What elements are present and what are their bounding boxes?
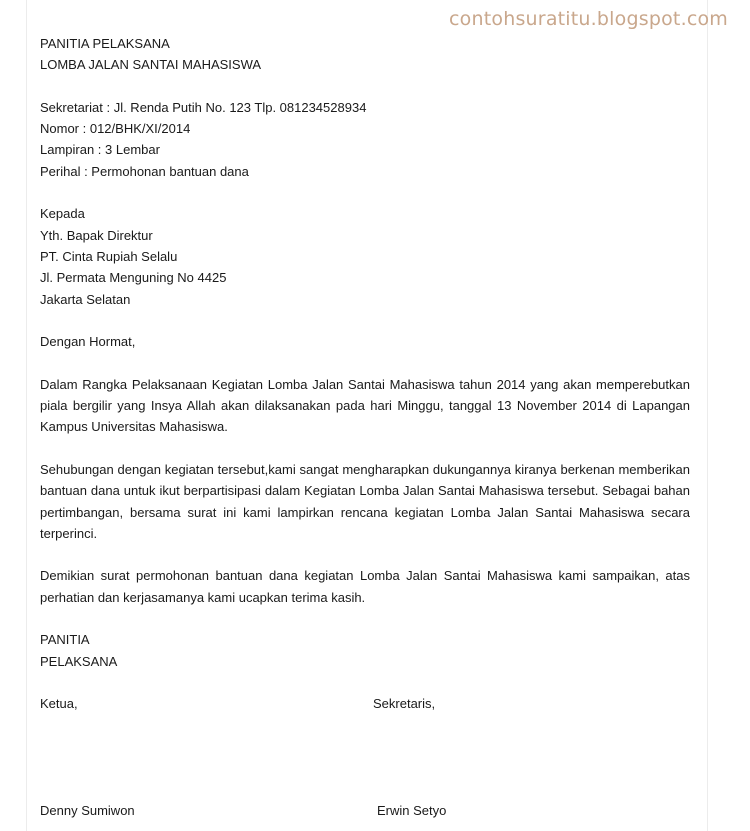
recipient-company: PT. Cinta Rupiah Selalu xyxy=(40,248,178,264)
meta-lampiran: Lampiran : 3 Lembar xyxy=(40,142,160,158)
recipient-city: Jakarta Selatan xyxy=(40,291,131,307)
signature-names xyxy=(40,800,690,821)
signature-role-sekretaris: Sekretaris, xyxy=(373,696,436,712)
closing-line-2: PELAKSANA xyxy=(40,653,118,669)
letter-meta xyxy=(40,97,690,182)
paragraph-1: Dalam Rangka Pelaksanaan Kegiatan Lomba Jalan Santai Mahasiswa tahun 2014 yang akan memperebutkan piala bergilir yang Insya Allah akan dilaksanakan pada hari Minggu, tanggal 13 November 2014 di Lapangan Kampus Universitas Mahasiswa. xyxy=(40,376,690,435)
recipient-address: Jl. Permata Menguning No 4425 xyxy=(40,270,227,286)
closing-line-1: PANITIA xyxy=(40,632,90,648)
signature-name-ketua: Denny Sumiwon xyxy=(40,802,135,818)
signature-space xyxy=(40,715,690,800)
letter-body xyxy=(40,33,690,821)
closing-block xyxy=(40,629,690,672)
watermark: contohsuratitu.blogspot.com xyxy=(449,8,728,30)
header-line-2: LOMBA JALAN SANTAI MAHASISWA xyxy=(40,57,262,73)
recipient-block xyxy=(40,203,690,309)
meta-nomor: Nomor : 012/BHK/XI/2014 xyxy=(40,121,191,137)
signature-name-sekretaris: Erwin Setyo xyxy=(377,802,447,818)
paragraph-3: Demikian surat permohonan bantuan dana kegiatan Lomba Jalan Santai Mahasiswa kami sampaikan, atas perhatian dan kerjasamanya kami ucapkan terima kasih. xyxy=(40,568,690,605)
letter-header xyxy=(40,33,690,76)
recipient-kepada: Kepada xyxy=(40,206,85,222)
meta-perihal: Perihal : Permohonan bantuan dana xyxy=(40,163,249,179)
signature-roles xyxy=(40,693,690,714)
header-line-1: PANITIA PELAKSANA xyxy=(40,36,170,51)
recipient-name: Yth. Bapak Direktur xyxy=(40,227,153,243)
paragraph-2: Sehubungan dengan kegiatan tersebut,kami sangat mengharapkan dukungannya kiranya berkenan memberikan bantuan dana untuk ikut berpartisipasi dalam Kegiatan Lomba Jalan Santai Mahasiswa tersebut. Sebagai bahan pertimbangan, bersama surat ini kami lampirkan rencana kegiatan Lomba Jalan Santai Mahasiswa secara terperinci. xyxy=(40,461,690,541)
greeting: Dengan Hormat, xyxy=(40,334,136,350)
meta-sekretariat: Sekretariat : Jl. Renda Putih No. 123 Tlp. 081234528934 xyxy=(40,99,367,115)
signature-role-ketua: Ketua, xyxy=(40,696,78,712)
